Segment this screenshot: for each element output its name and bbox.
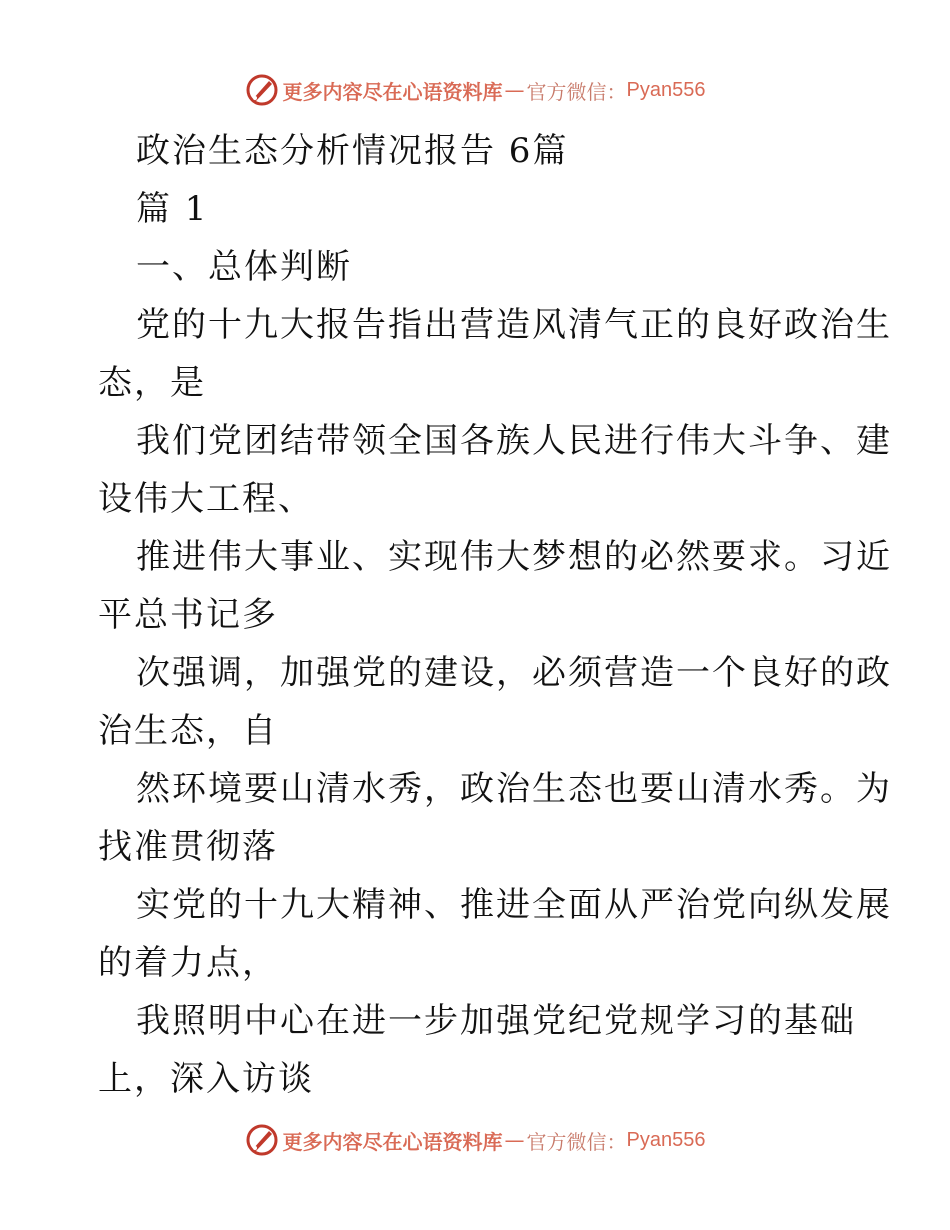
banner-text: 更多内容尽在心语资料库 (282, 79, 503, 104)
document-line: 找准贯彻落 (98, 827, 278, 867)
document-line: 平总书记多 (98, 595, 278, 635)
document-line: 我照明中心在进一步加强党纪党规学习的基础 (136, 1001, 856, 1041)
banner-wechat-label: 官方微信： (526, 1129, 627, 1154)
document-line: 态，是 (98, 363, 206, 403)
banner-dash: — (504, 78, 525, 102)
document-line: 政治生态分析情况报告 6篇 (136, 131, 569, 171)
banner-wechat-id: Pyan556 (626, 1128, 706, 1151)
document-line: 次强调，加强党的建设，必须营造一个良好的政 (136, 653, 892, 693)
banner-dash: — (504, 1128, 525, 1152)
document-line: 推进伟大事业、实现伟大梦想的必然要求。习近 (136, 537, 892, 577)
quill-logo-icon (245, 73, 279, 107)
quill-logo-icon (245, 1123, 279, 1157)
document-line: 一、总体判断 (136, 247, 352, 287)
document-line: 设伟大工程、 (98, 479, 314, 519)
banner-wechat-id: Pyan556 (626, 78, 706, 101)
document-line: 党的十九大报告指出营造风清气正的良好政治生 (136, 305, 892, 345)
header-watermark-banner (0, 70, 950, 110)
document-body (98, 122, 892, 1108)
document-line: 我们党团结带领全国各族人民进行伟大斗争、建 (136, 421, 892, 461)
document-line: 然环境要山清水秀，政治生态也要山清水秀。为 (136, 769, 892, 809)
document-line: 实党的十九大精神、推进全面从严治党向纵发展 (136, 885, 892, 925)
document-line: 篇 1 (136, 189, 209, 229)
document-line: 治生态，自 (98, 711, 278, 751)
banner-text: 更多内容尽在心语资料库 (282, 1129, 503, 1154)
document-line: 的着力点， (98, 943, 278, 983)
footer-watermark-banner (0, 1120, 950, 1160)
document-line: 上，深入访谈 (98, 1059, 314, 1099)
banner-wechat-label: 官方微信： (526, 79, 627, 104)
